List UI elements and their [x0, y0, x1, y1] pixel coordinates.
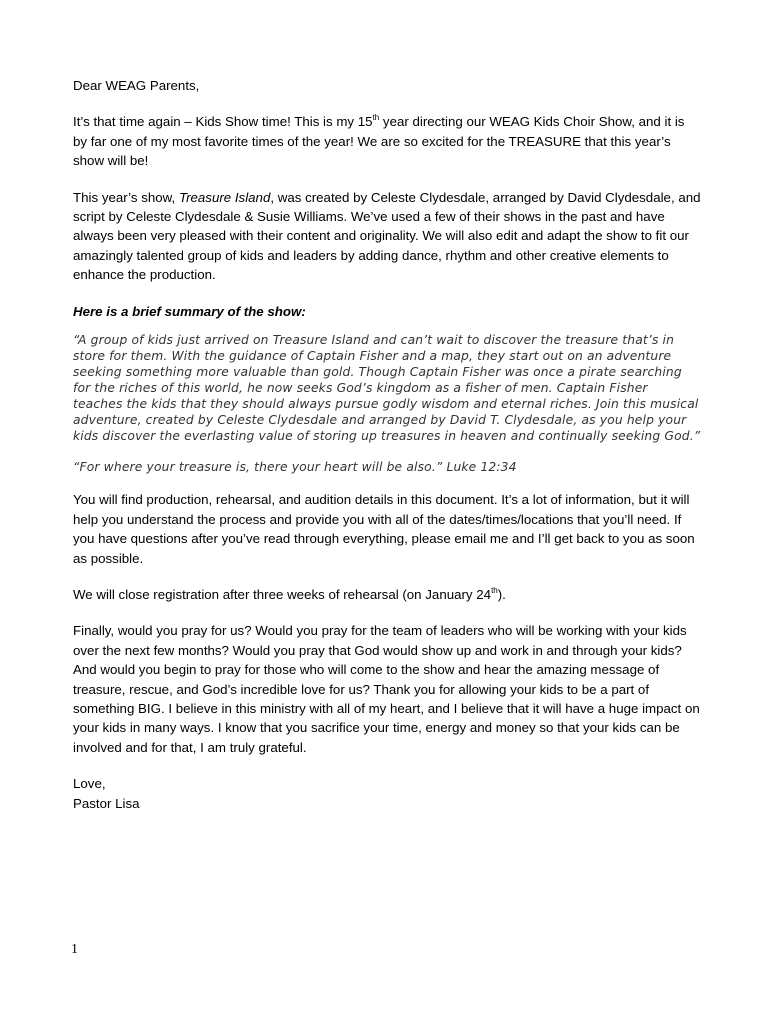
registration-text-b: ).: [497, 587, 506, 603]
show-info-paragraph: [73, 188, 701, 285]
summary-heading: Here is a brief summary of the show:: [73, 303, 306, 319]
salutation: Dear WEAG Parents,: [73, 78, 200, 93]
details-paragraph: You will find production, rehearsal, and audition details in this document. It’s a lot of information, but it will help you understand the process and provide you with all of the dates/times/locations that you’ll need. If you have questions after you’ve read through everything, please email me and I’ll get back to you as soon as possible.: [73, 492, 695, 566]
show-title: Treasure Island: [178, 189, 271, 205]
scripture-verse: “For where your treasure is, there your heart will be also.” Luke 12:34: [73, 460, 517, 475]
summary-quote: “A group of kids just arrived on Treasure Island and can’t wait to discover the treasure that’s in store for them. With the guidance of Captain Fisher and a map, they start out on an adventure seeking something more valuable than gold. Though Captain Fisher was once a pirate searching for the riches of this world, he now seeks God’s kingdom as a fisher of men. Captain Fisher teaches the kids that they should always pursue godly wisdom and eternal riches. Join this musical adventure, created by Celeste Clydesdale and arranged by David T. Clydesdale, as you help your kids discover the everlasting value of storing up treasures in heaven and continually seeking God.”: [73, 333, 701, 443]
intro-paragraph: [73, 112, 701, 170]
prayer-paragraph: Finally, would you pray for us? Would you pray for the team of leaders who will be working with your kids over the next few months? Would you pray that God would show up and work in and through your kids? And would you begin to pray for those who will come to the show and hear the amazing message of treasure, rescue, and God’s incredible love for us? Thank you for allowing your kids to be a part of something BIG. I believe in this ministry with all of my heart, and I believe that it will have a huge impact on your kids in many ways. I know that you sacrifice your time, energy and money so that your kids can be involved and for that, I am truly grateful.: [73, 623, 700, 755]
closing: Love,: [73, 776, 106, 792]
letter-body: [73, 76, 701, 813]
signature: Pastor Lisa: [73, 795, 140, 811]
ordinal-suffix: th: [372, 113, 380, 123]
page-number: 1: [71, 942, 78, 957]
registration-text-a: We will close registration after three weeks of rehearsal (on January 24: [73, 587, 492, 603]
intro-text-a: It’s that time again – Kids Show time! This is my 15: [73, 114, 373, 130]
show-info-text-a: This year’s show,: [73, 189, 179, 205]
registration-paragraph: [73, 585, 701, 604]
intro-text-b: year directing our WEAG Kids Choir Show, and it is by far one of my most favorite times of the year! We are so excited for the TREASURE that this year’s show will be!: [73, 114, 685, 169]
show-info-text-b: , was created by Celeste Clydesdale, arranged by David Clydesdale, and script by Celeste Clydesdale & Susie Williams. We’ve used a few of their shows in the past and have always been very pleased with their content and originality. We will also edit and adapt the show to fit our amazingly talented group of kids and leaders by adding dance, rhythm and other creative elements to enhance the production.: [73, 189, 701, 283]
ordinal-suffix: th: [491, 586, 498, 596]
